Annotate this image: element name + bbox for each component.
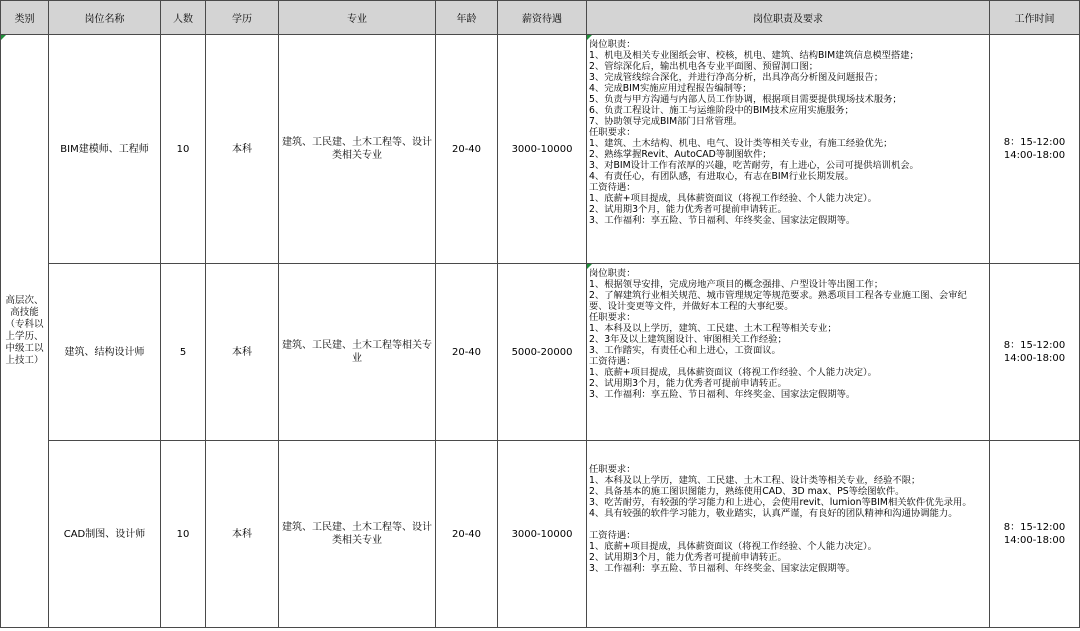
duty-line: 3、工作福利：享五险、节日福利、年终奖金、国家法定假期等。 — [589, 215, 856, 226]
duty-line: 2、试用期3个月，能力优秀者可提前申请转正。 — [589, 378, 787, 389]
duty-line: 2、试用期3个月，能力优秀者可提前申请转正。 — [589, 552, 787, 563]
header-position: 岗位名称 — [49, 1, 161, 35]
duty-line: 3、吃苦耐劳，有较强的学习能力和上进心，会使用revit、lumion等BIM相关软件优先录用。 — [589, 497, 972, 508]
work-time — [990, 35, 1080, 264]
position-name: CAD制图、设计师 — [49, 441, 161, 628]
age-range: 20-40 — [436, 264, 498, 441]
duty-line: 任职要求： — [589, 312, 636, 323]
duties-cell — [587, 441, 990, 628]
header-row — [1, 1, 1080, 35]
duty-line: 2、3年及以上建筑图设计、审图相关工作经验； — [589, 334, 787, 345]
header-salary: 薪资待遇 — [498, 1, 587, 35]
duties-cell — [587, 35, 990, 264]
head-count: 10 — [161, 441, 206, 628]
duty-line: 任职要求： — [589, 464, 636, 475]
work-time-afternoon: 14:00-18:00 — [1003, 353, 1066, 364]
duty-line: 任职要求： — [589, 127, 636, 138]
duty-line: 工资待遇： — [589, 530, 636, 541]
duty-line: 4、完成BIM实施应用过程报告编制等； — [589, 83, 752, 94]
work-time-afternoon: 14:00-18:00 — [1003, 535, 1066, 546]
duty-line: 5、负责与甲方沟通与内部人员工作协调，根据项目需要提供现场技术服务； — [589, 94, 902, 105]
duty-line: 6、负责工程设计、施工与运维阶段中的BIM技术应用实施服务； — [589, 105, 854, 116]
category-cell — [1, 35, 49, 628]
work-time — [990, 441, 1080, 628]
duty-line: 7、协助领导完成BIM部门日常管理。 — [589, 116, 743, 127]
duties-list — [589, 445, 985, 574]
duty-line: 3、完成管线综合深化，并进行净高分析，出具净高分析图及问题报告； — [589, 72, 884, 83]
duty-line: 1、根据领导安排，完成房地产项目的概念强排、户型设计等出图工作； — [589, 279, 884, 290]
duty-line: 2、了解建筑行业相关规范、城市管理规定等规范要求。熟悉项目工程各专业施工图、会审纪要、设计变更等文件，并做好本工程的大事纪要。 — [589, 290, 967, 312]
head-count: 5 — [161, 264, 206, 441]
duty-line: 1、建筑、土木结构、机电、电气、设计类等相关专业，有施工经验优先； — [589, 138, 893, 149]
table-row — [1, 264, 1080, 441]
duty-line: 工资待遇： — [589, 182, 636, 193]
salary: 3000-10000 — [498, 35, 587, 264]
duty-line: 工资待遇： — [589, 356, 636, 367]
duties-list — [589, 39, 985, 226]
cell-marker — [587, 264, 592, 269]
education: 本科 — [206, 35, 279, 264]
salary: 5000-20000 — [498, 264, 587, 441]
age-range: 20-40 — [436, 35, 498, 264]
header-work-time: 工作时间 — [990, 1, 1080, 35]
work-time-morning: 8：15-12:00 — [1003, 522, 1066, 533]
header-education: 学历 — [206, 1, 279, 35]
duty-line: 2、试用期3个月，能力优秀者可提前申请转正。 — [589, 204, 787, 215]
head-count: 10 — [161, 35, 206, 264]
header-age: 年龄 — [436, 1, 498, 35]
duty-line: 2、熟练掌握Revit、AutoCAD等制图软件； — [589, 149, 772, 160]
work-time-morning: 8：15-12:00 — [1003, 340, 1066, 351]
header-major: 专业 — [279, 1, 436, 35]
duty-line: 4、有责任心，有团队感，有进取心，有志在BIM行业长期发展。 — [589, 171, 854, 182]
work-time-afternoon: 14:00-18:00 — [1003, 150, 1066, 161]
duties-cell — [587, 264, 990, 441]
duty-line: 3、对BIM设计工作有浓厚的兴趣，吃苦耐劳，有上进心，公司可提供培训机会。 — [589, 160, 919, 171]
age-range: 20-40 — [436, 441, 498, 628]
header-category: 类别 — [1, 1, 49, 35]
cell-marker — [1, 35, 6, 40]
work-time-morning: 8：15-12:00 — [1003, 137, 1066, 148]
major: 建筑、工民建、土木工程等相关专业 — [279, 264, 436, 441]
duty-line: 1、本科及以上学历，建筑、工民建、土木工程、设计类等相关专业，经验不限； — [589, 475, 921, 486]
header-count: 人数 — [161, 1, 206, 35]
duty-line — [589, 453, 985, 464]
education: 本科 — [206, 264, 279, 441]
duty-line: 岗位职责： — [589, 39, 636, 50]
header-duties: 岗位职责及要求 — [587, 1, 990, 35]
duty-line: 3、工作福利：享五险、节日福利、年终奖金、国家法定假期等。 — [589, 563, 856, 574]
position-name: 建筑、结构设计师 — [49, 264, 161, 441]
duty-line: 1、底薪+项目提成，具体薪资面议（将视工作经验、个人能力决定）。 — [589, 193, 877, 204]
duty-line: 1、底薪+项目提成，具体薪资面议（将视工作经验、个人能力决定）。 — [589, 367, 877, 378]
major: 建筑、工民建、土木工程等、设计类相关专业 — [279, 441, 436, 628]
table-row — [1, 441, 1080, 628]
cell-marker — [587, 35, 592, 40]
duty-line: 3、工作福利：享五险、节日福利、年终奖金、国家法定假期等。 — [589, 389, 856, 400]
duty-line: 2、具备基本的施工图识图能力，熟练使用CAD、3D max、PS等绘图软件。 — [589, 486, 905, 497]
table-row — [1, 35, 1080, 264]
duty-line: 1、本科及以上学历，建筑、工民建、土木工程等相关专业； — [589, 323, 837, 334]
major: 建筑、工民建、土木工程等、设计类相关专业 — [279, 35, 436, 264]
duty-line: 2、管综深化后，输出机电各专业平面图、预留洞口图； — [589, 61, 819, 72]
duty-line: 3、工作踏实，有责任心和上进心，工资面议。 — [589, 345, 781, 356]
position-name: BIM建模师、工程师 — [49, 35, 161, 264]
education: 本科 — [206, 441, 279, 628]
duty-line: 4、具有较强的软件学习能力，敬业踏实，认真严谨，有良好的团队精神和沟通协调能力。 — [589, 508, 958, 519]
work-time — [990, 264, 1080, 441]
duty-line: 1、机电及相关专业图纸会审、校核，机电、建筑、结构BIM建筑信息模型搭建； — [589, 50, 919, 61]
duty-line: 岗位职责： — [589, 268, 636, 279]
duty-line: 1、底薪+项目提成，具体薪资面议（将视工作经验、个人能力决定）。 — [589, 541, 877, 552]
duty-line — [589, 519, 985, 530]
duties-list — [589, 268, 985, 400]
salary: 3000-10000 — [498, 441, 587, 628]
category-text: 高层次、高技能（专科以上学历、中级工以上技工） — [5, 295, 44, 366]
